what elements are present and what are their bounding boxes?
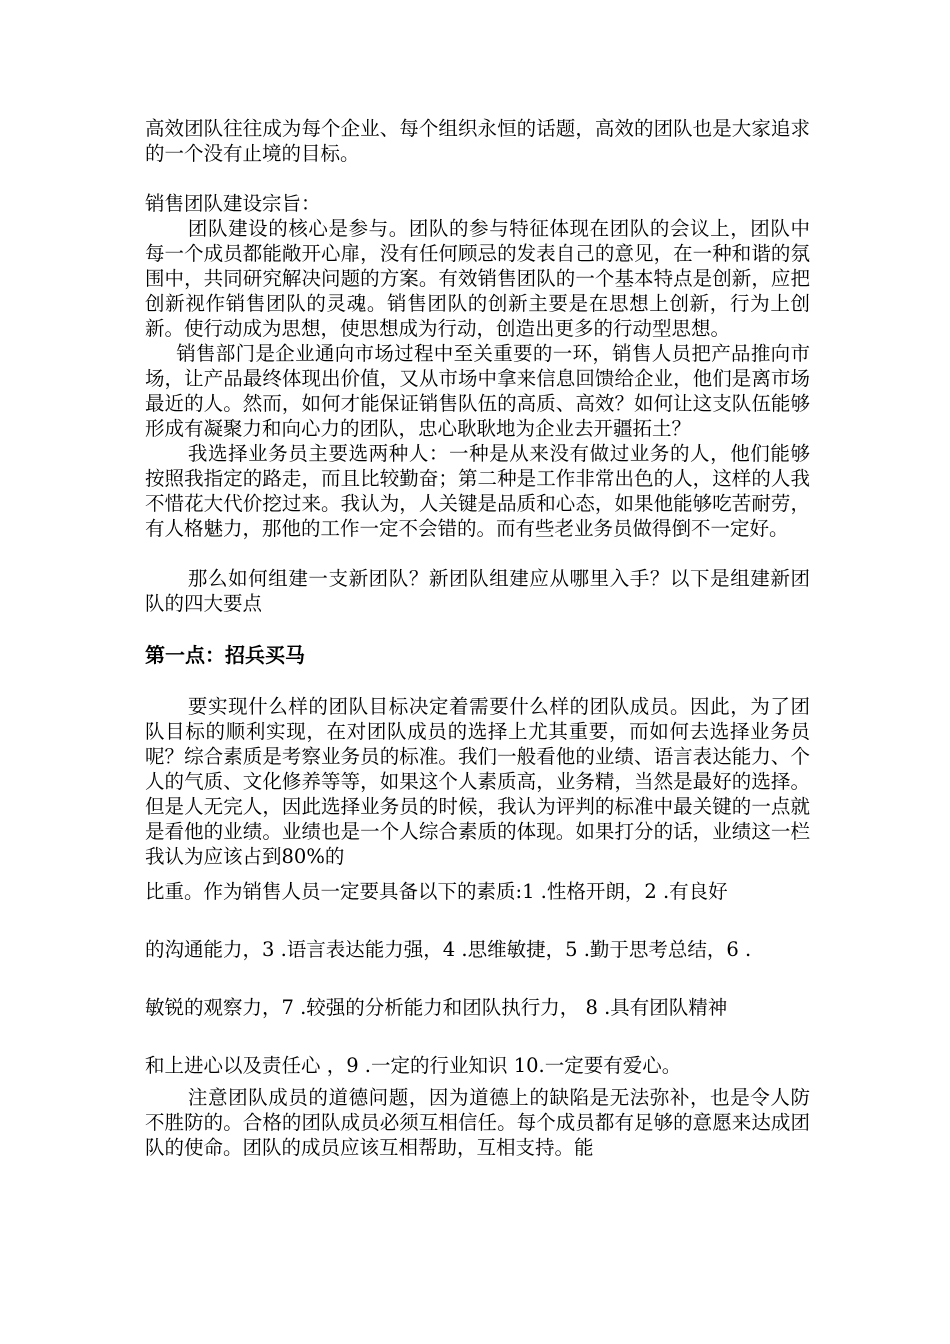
purpose-title: 销售团队建设宗旨： — [145, 192, 321, 215]
qualities-line: 敏锐的观察力，7 .较强的分析能力和团队执行力， 8 .具有团队精神 — [145, 996, 728, 1019]
how-paragraph: 那么如何组建一支新团队？新团队组建应从哪里入手？以下是组建新团队的四大要点 — [145, 567, 810, 615]
qualities-list — [145, 879, 810, 1078]
intro-paragraph: 高效团队往往成为每个企业、每个组织永恒的话题，高效的团队也是大家追求的一个没有止境的目标。 — [145, 117, 810, 165]
selection-paragraph: 我选择业务员主要选两种人：一种是从来没有做过业务的人，他们能够按照我指定的路走，而且比较勤奋；第二种是工作非常出色的人，这样的人我不惜花大代价挖过来。我认为，人关键是品质和心态，如果他能够吃苦耐劳，有人格魅力，那他的工作一定不会错的。而有些老业务员做得倒不一定好。 — [145, 442, 810, 540]
ethics-paragraph: 注意团队成员的道德问题，因为道德上的缺陷是无法弥补，也是令人防不胜防的。合格的团队成员必须互相信任。每个成员都有足够的意愿来达成团队的使命。团队的成员应该互相帮助，互相支持。能 — [145, 1086, 810, 1159]
section-heading-1: 第一点：招兵买马 — [145, 643, 305, 667]
document-page — [145, 116, 810, 1160]
sales-paragraph: 销售部门是企业通向市场过程中至关重要的一环，销售人员把产品推向市场，让产品最终体现出价值，又从市场中拿来信息回馈给企业，他们是离市场最近的人。然而，如何才能保证销售队伍的高质、高效？如何让这支队伍能够形成有凝聚力和向心力的团队，忠心耿耿地为企业去开疆拓土？ — [145, 342, 810, 440]
goal-paragraph: 要实现什么样的团队目标决定着需要什么样的团队成员。因此，为了团队目标的顺利实现，在对团队成员的选择上尤其重要，而如何去选择业务员呢？综合素质是考察业务员的标准。我们一般看他的业绩、语言表达能力、个人的气质、文化修养等等，如果这个人素质高，业务精，当然是最好的选择。但是人无完人，因此选择业务员的时候，我认为评判的标准中最关键的一点就是看他的业绩。业绩也是一个人综合素质的体现。如果打分的话，业绩这一栏我认为应该占到80%的 — [145, 695, 810, 868]
qualities-line: 的沟通能力，3 .语言表达能力强，4 .思维敏捷，5 .勤于思考总结，6 . — [145, 938, 752, 961]
qualities-line: 比重。作为销售人员一定要具备以下的素质:1 .性格开朗，2 .有良好 — [145, 880, 728, 903]
core-paragraph: 团队建设的核心是参与。团队的参与特征体现在团队的会议上，团队中每一个成员都能敞开心扉，没有任何顾忌的发表自己的意见，在一种和谐的氛围中，共同研究解决问题的方案。有效销售团队的一个基本特点是创新，应把创新视作销售团队的灵魂。销售团队的创新主要是在思想上创新，行为上创新。使行动成为思想，使思想成为行动，创造出更多的行动型思想。 — [145, 217, 810, 340]
qualities-line: 和上进心以及责任心 ，9 .一定的行业知识 10.一定要有爱心。 — [145, 1054, 682, 1077]
